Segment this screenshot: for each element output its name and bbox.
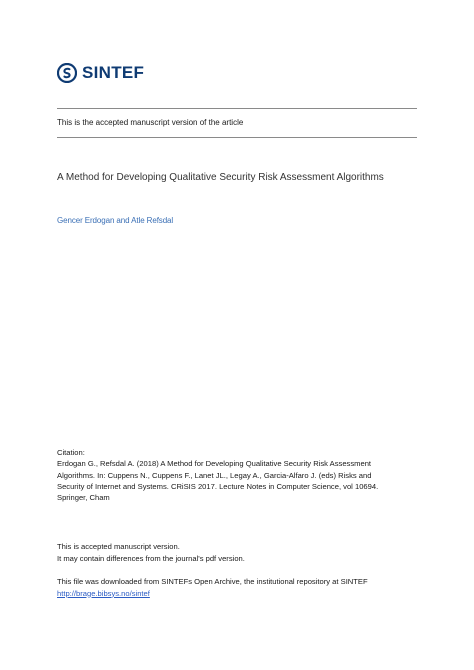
citation-line: Springer, Cham <box>57 493 110 503</box>
sintef-logo <box>57 63 144 83</box>
download-note <box>57 576 368 599</box>
citation-line: Security of Internet and Systems. CRiSIS 2017. Lecture Notes in Computer Science, vol 10694. <box>57 481 379 491</box>
top-divider <box>57 108 417 109</box>
citation-block <box>57 447 417 503</box>
citation-line: Algorithms. In: Cuppens N., Cuppens F., Lanet JL., Legay A., Garcia-Alfaro J. (eds) Risks and <box>57 470 372 480</box>
archive-link[interactable]: http://brage.bibsys.no/sintef <box>57 588 150 598</box>
download-note-text: This file was downloaded from SINTEFs Open Archive, the institutional repository at SINTEF <box>57 577 368 586</box>
manuscript-notice: This is the accepted manuscript version of the article <box>57 118 244 127</box>
citation-line: Erdogan G., Refsdal A. (2018) A Method for Developing Qualitative Security Risk Assessment <box>57 459 372 469</box>
citation-heading: Citation: <box>57 448 85 457</box>
article-title: A Method for Developing Qualitative Security Risk Assessment Algorithms <box>57 172 384 183</box>
notice-divider <box>57 137 417 138</box>
version-note <box>57 541 245 564</box>
version-note-line: It may contain differences from the journal's pdf version. <box>57 553 245 563</box>
sintef-logo-icon <box>57 63 77 83</box>
logo-wordmark: SINTEF <box>82 63 145 82</box>
version-note-line: This is accepted manuscript version. <box>57 542 180 551</box>
article-authors: Gencer Erdogan and Atle Refsdal <box>57 216 174 225</box>
